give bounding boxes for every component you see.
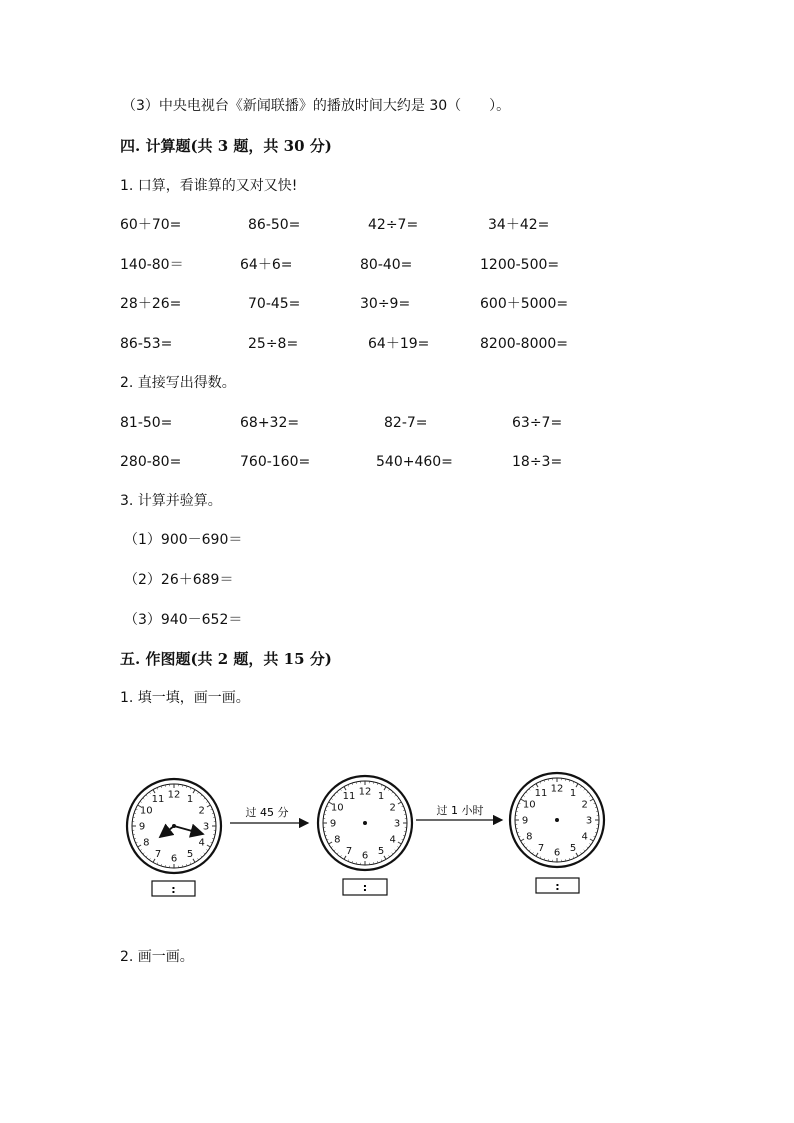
clock-tick [392,853,393,854]
clock-tick [206,801,208,802]
clock-1-hour-hand [160,826,174,837]
q3-item: （2）26＋689＝ [124,572,234,588]
q1-cell: 86-53= [120,336,173,352]
clock-tick [590,799,593,801]
clock-tick [149,792,150,794]
clock-tick [143,798,144,799]
answer-box-1-colon: : [171,883,176,896]
clock-tick [395,850,396,851]
drawing-q1-title: 1. 填一填，画一画。 [120,690,250,706]
clock-tick [329,842,332,844]
clock-number: 7 [537,843,545,855]
q1-cell: 25÷8= [248,336,299,352]
clock-tick [397,847,399,848]
clock-tick [140,801,142,802]
clock-tick [526,847,527,848]
clock-tick [204,853,205,854]
clock-tick [389,789,390,791]
clock-1-center-dot [172,824,176,828]
clock-number: 9 [138,821,146,833]
clock-tick [576,784,578,787]
clock-tick [331,847,333,848]
clock-tick [523,795,525,796]
clock-number: 8 [526,831,533,843]
clock-number: 6 [361,850,369,862]
clock-number: 1 [569,787,577,799]
q2-cell: 68+32= [240,415,300,431]
q1-cell: 70-45= [248,296,301,312]
q1-cell: 30÷9= [360,296,411,312]
q3-item: （1）900－690＝ [124,532,243,548]
clock-number: 12 [358,786,372,798]
clock-2 [318,776,412,895]
clock-3 [510,773,604,893]
q1-cell: 86-50= [248,217,301,233]
clock-number: 12 [550,783,564,795]
q2-cell: 81-50= [120,415,173,431]
q3-item: （3）940－652＝ [124,612,243,628]
clock-number: 4 [198,837,205,849]
clock-number: 3 [202,821,210,833]
clock-number: 1 [377,790,385,802]
clock-2-center-dot [363,821,367,825]
clock-tick [529,850,530,851]
clock-tick [397,798,399,799]
clock-tick [204,798,205,799]
q2-cell: 280-80= [120,454,182,470]
clock-tick [138,845,141,847]
clock-number: 4 [581,831,588,843]
clock-tick [536,784,538,787]
section-4-title: 四. 计算题(共 3 题，共 30 分) [120,137,332,155]
clock-tick [207,805,210,807]
clock-number: 10 [330,802,344,814]
clock-tick [344,787,346,790]
clock-tick [532,786,533,788]
clock-number: 3 [393,818,401,830]
clock-number: 2 [198,805,205,817]
clock-tick [337,792,338,793]
clock-tick [384,787,386,790]
clock-tick [576,853,578,856]
clock-1-minute-hand [174,826,203,834]
clock-tick [398,842,401,844]
clock-tick [193,859,195,862]
clock-number: 11 [342,790,356,802]
clock-number: 5 [186,849,194,861]
arrow-1-label: 过 45 分 [245,806,289,819]
clock-figure [0,755,794,955]
q3-title: 3. 计算并验算。 [120,493,222,509]
clock-tick [143,853,144,854]
clock-tick [523,844,525,845]
clock-number: 6 [553,847,561,859]
clock-tick [584,789,585,790]
clock-tick [589,844,591,845]
clock-tick [206,850,208,851]
clock-tick [340,789,341,791]
clock-tick [207,845,210,847]
clock-tick [590,839,593,841]
clock-tick [146,795,147,796]
clock-number: 10 [139,805,153,817]
clock-tick [334,795,335,796]
clock-tick [198,792,199,794]
q1-cell: 140-80＝ [120,257,184,273]
clock-1 [127,779,221,896]
clock-tick [584,850,585,851]
clock-tick [581,786,582,788]
clock-number: 7 [154,849,162,861]
clock-number: 7 [345,846,353,858]
clock-tick [526,792,527,793]
clock-number: 12 [167,789,181,801]
q1-cell: 64＋6= [240,257,293,273]
q1-cell: 80-40= [360,257,413,273]
clock-number: 10 [522,799,536,811]
clock-tick [331,798,333,799]
question-fill-blank-3: （3）中央电视台《新闻联播》的播放时间大约是 30（ ）。 [122,98,511,114]
clock-number: 3 [585,815,593,827]
clock-tick [389,855,390,857]
q1-cell: 64＋19= [368,336,430,352]
q1-cell: 42÷7= [368,217,419,233]
clock-tick [334,850,335,851]
q1-cell: 28＋26= [120,296,182,312]
clock-number: 9 [329,818,337,830]
clock-tick [587,792,588,793]
drawing-q2-title: 2. 画一画。 [120,949,194,965]
clock-tick [392,792,393,793]
q1-title: 1. 口算，看谁算的又对又快! [120,178,298,194]
clock-3-center-dot [555,818,559,822]
clock-tick [198,858,199,860]
clock-tick [581,852,582,854]
answer-box-3-colon: : [555,880,560,893]
section-5-title: 五. 作图题(共 2 题，共 15 分) [120,650,332,668]
clock-number: 1 [186,793,194,805]
clock-tick [340,855,341,857]
clock-number: 5 [377,846,385,858]
clock-tick [521,839,524,841]
clock-number: 2 [389,802,396,814]
clock-tick [529,789,530,790]
clock-tick [193,790,195,793]
clock-number: 9 [521,815,529,827]
q2-cell: 63÷7= [512,415,563,431]
clock-tick [589,795,591,796]
clock-tick [201,856,202,857]
clock-tick [140,850,142,851]
q2-cell: 540+460= [376,454,453,470]
q1-cell: 60＋70= [120,217,182,233]
q2-title: 2. 直接写出得数。 [120,375,236,391]
clock-tick [146,856,147,857]
clock-number: 11 [534,787,548,799]
clock-tick [149,858,150,860]
q2-cell: 760-160= [240,454,311,470]
q1-cell: 600＋5000= [480,296,569,312]
q1-cell: 8200-8000= [480,336,569,352]
answer-box-2-colon: : [362,881,368,894]
clock-number: 4 [389,834,396,846]
clock-number: 11 [151,793,165,805]
clock-tick [398,802,401,804]
q2-cell: 18÷3= [512,454,563,470]
arrow-2-label: 过 1 小时 [436,804,484,817]
q1-cell: 34＋42= [488,217,550,233]
clock-tick [384,856,386,859]
q1-cell: 1200-500= [480,257,560,273]
clock-tick [337,853,338,854]
clock-tick [395,795,396,796]
clock-number: 8 [334,834,341,846]
clock-tick [587,847,588,848]
clock-number: 8 [143,837,150,849]
clock-number: 2 [581,799,588,811]
clock-number: 6 [170,853,178,865]
clock-tick [153,790,155,793]
q2-cell: 82-7= [384,415,428,431]
clock-tick [532,852,533,854]
clock-number: 5 [569,843,577,855]
clock-tick [201,795,202,796]
